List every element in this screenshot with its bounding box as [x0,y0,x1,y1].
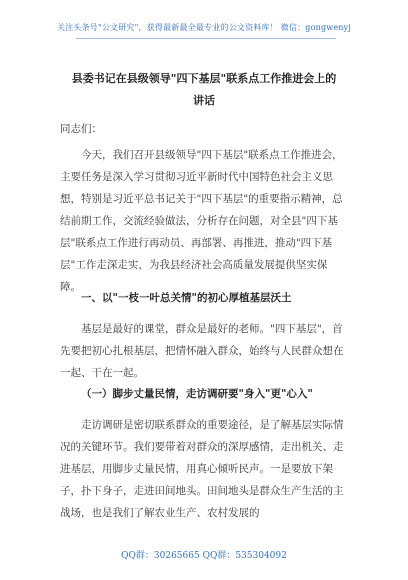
salutation: 同志们： [60,123,102,135]
header-promo-text: 关注头条号"公文研究"，获得最新最全最专业的公文资料库！ 微信：gongwenyj [56,23,352,32]
document-title-line2: 讲话 [193,94,215,107]
paragraph-subsection-1: 走访调研是密切联系群众的重要途径，是了解基层实际情况的关键环节。我们要带着对群众的深厚感情，走出机关、走进基层，用脚步丈量民情，用真心倾听民声。一是要放下架子，扑下身子，走进田间地头。田间地头是群众生产生活的主战场，也是我们了解农业生产、农村发展的 [60,419,344,519]
paragraph-section-1: 基层是最好的课堂，群众是最好的老师。"四下基层"，首先要把初心扎根基层，把情怀融入群众，始终与人民群众想在一起、干在一起。 [60,323,344,379]
footer-qq-groups: QQ群：30265665 QQ群：535304092 [121,551,287,561]
subsection-heading-1: （一）脚步丈量民情，走访调研要"身入"更"心入" [81,388,313,400]
header-divider [76,38,336,39]
document-title-line1: 县委书记在县级领导"四下基层"联系点工作推进会上的 [71,72,337,85]
paragraph-intro: 今天，我们召开县级领导"四下基层"联系点工作推进会，主要任务是深入学习贯彻习近平新时代中国特色社会主义思想，特别是习近平总书记关于"四下基层"的重要指示精神，总结前期工作，交流经验做法，分析存在问题，对全县"四下基层"联系点工作进行再动员、再部署、再推进，推动"四下基层"工作走深走实，为我县经济社会高质量发展提供坚实保障。 [60,149,343,293]
section-heading-1: 一、以"一枝一叶总关情"的初心厚植基层沃土 [81,292,292,304]
